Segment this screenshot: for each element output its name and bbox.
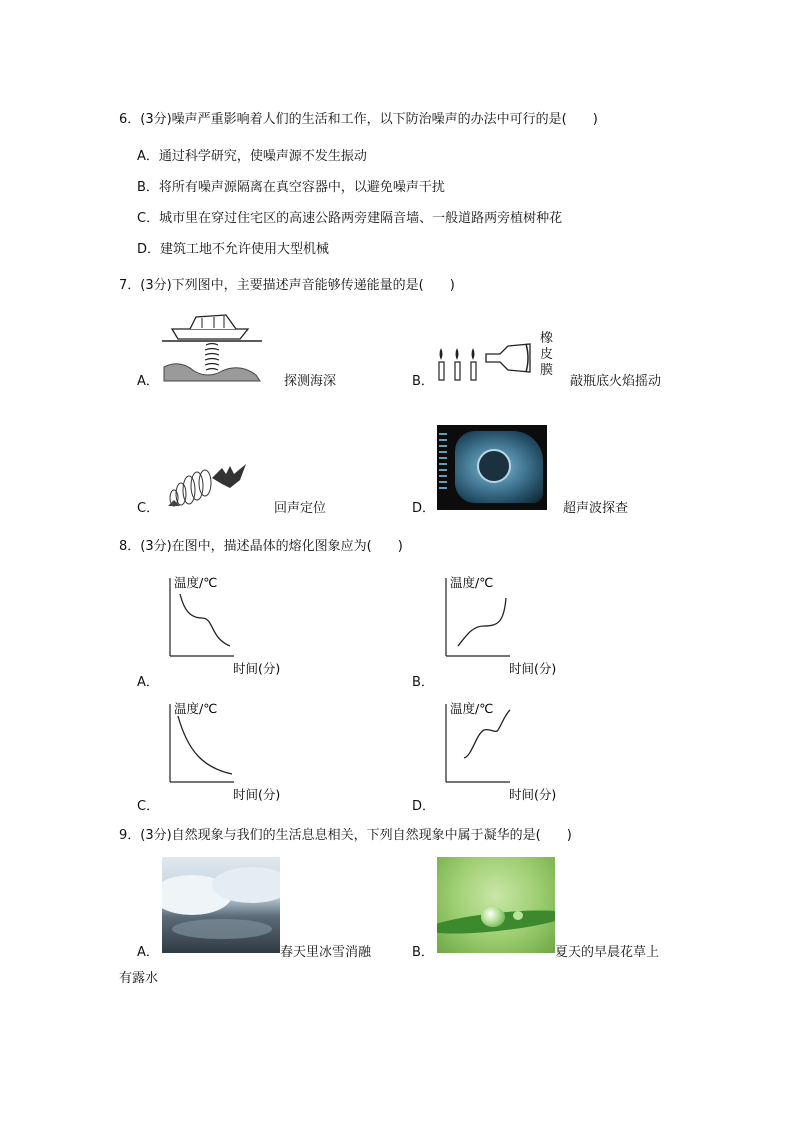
graph-a-ylabel: 温度/℃ bbox=[174, 575, 218, 590]
graph-b-ylabel: 温度/℃ bbox=[450, 575, 494, 590]
membrane-label-2: 皮 bbox=[540, 347, 554, 362]
q8-d-letter: D． bbox=[412, 799, 436, 814]
q7-c-caption: 回声定位 bbox=[274, 501, 327, 516]
graph-c-xlabel: 时间(分) bbox=[233, 787, 281, 802]
bottle-flames-icon bbox=[434, 338, 538, 384]
q8-stem: 8．(3分)在图中，描述晶体的熔化图象应为( ) bbox=[119, 539, 403, 554]
q9-b-letter: B． bbox=[412, 945, 434, 960]
graph-b-xlabel: 时间(分) bbox=[509, 661, 557, 676]
q7-d-letter: D． bbox=[412, 501, 436, 516]
q7-stem: 7．(3分)下列图中，主要描述声音能够传递能量的是( ) bbox=[119, 278, 455, 293]
dew-drop-photo bbox=[437, 857, 555, 953]
q6-option-c: C．城市里在穿过住宅区的高速公路两旁建隔音墙、一般道路两旁植树种花 bbox=[137, 211, 563, 226]
q8-a-letter: A． bbox=[137, 675, 159, 690]
q6-option-d: D．建筑工地不允许使用大型机械 bbox=[137, 242, 330, 257]
q7-a-caption: 探测海深 bbox=[284, 374, 337, 389]
q8-c-letter: C． bbox=[137, 799, 160, 814]
graph-b bbox=[436, 570, 576, 680]
q7-a-letter: A． bbox=[137, 374, 159, 389]
q9-stem: 9．(3分)自然现象与我们的生活息息相关，下列自然现象中属于凝华的是( ) bbox=[119, 828, 572, 843]
membrane-label-1: 橡 bbox=[540, 331, 554, 346]
q7-b-caption: 敲瓶底火焰摇动 bbox=[570, 374, 662, 389]
q9-a-caption: 春天里冰雪消融 bbox=[280, 945, 372, 960]
bat-echolocation-icon bbox=[164, 454, 248, 510]
membrane-label-3: 膜 bbox=[540, 363, 554, 378]
graph-d-ylabel: 温度/℃ bbox=[450, 701, 494, 716]
graph-d bbox=[436, 696, 576, 806]
graph-c-ylabel: 温度/℃ bbox=[174, 701, 218, 716]
graph-c bbox=[160, 696, 300, 806]
q6-option-a: A．通过科学研究，使噪声源不发生振动 bbox=[137, 149, 367, 164]
graph-d-xlabel: 时间(分) bbox=[509, 787, 557, 802]
ship-sonar-icon bbox=[160, 305, 265, 383]
q9-wrap-text: 有露水 bbox=[119, 971, 159, 986]
q9-b-caption: 夏天的早晨花草上 bbox=[555, 945, 660, 960]
q7-d-caption: 超声波探查 bbox=[563, 501, 629, 516]
q6-stem: 6．(3分)噪声严重影响着人们的生活和工作，以下防治噪声的办法中可行的是( ) bbox=[119, 112, 598, 127]
graph-a-xlabel: 时间(分) bbox=[233, 661, 281, 676]
melting-ice-photo bbox=[162, 857, 280, 953]
graph-a bbox=[160, 570, 300, 680]
q6-option-b: B．将所有噪声源隔离在真空容器中，以避免噪声干扰 bbox=[137, 180, 445, 195]
q7-b-letter: B． bbox=[412, 374, 434, 389]
q7-c-letter: C． bbox=[137, 501, 160, 516]
q8-b-letter: B． bbox=[412, 675, 434, 690]
q9-a-letter: A． bbox=[137, 945, 159, 960]
ultrasound-scan-icon bbox=[437, 425, 547, 510]
